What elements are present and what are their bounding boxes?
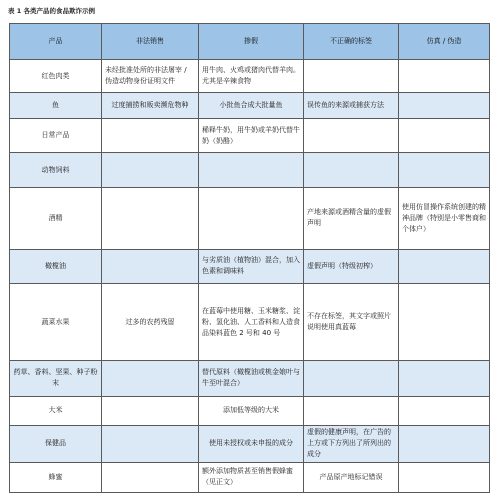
cell-illegal (102, 249, 199, 283)
cell-adulteration: 替代原料（橄榄油或桃金娘叶与牛至叶混合） (199, 361, 304, 396)
cell-mislabel (304, 118, 399, 152)
table-row (10, 396, 490, 425)
cell-adulteration: 使用未授权或未申报的成分 (199, 426, 304, 463)
cell-product: 鱼 (10, 93, 102, 118)
cell-mislabel: 产品原产地标记错误 (304, 462, 399, 493)
table-row (10, 426, 490, 463)
cell-mislabel (304, 396, 399, 425)
cell-product: 橄榄油 (10, 249, 102, 283)
cell-product: 红色肉类 (10, 60, 102, 93)
cell-illegal (102, 396, 199, 425)
cell-mislabel: 不存在标签，其文字或照片说明使用真蓝莓 (304, 284, 399, 361)
cell-illegal (102, 426, 199, 463)
cell-counterfeit (399, 361, 490, 396)
cell-mislabel (304, 60, 399, 93)
table-row (10, 93, 490, 118)
cell-adulteration: 在蓝莓中使用糖、玉米糖浆、淀粉、氢化油、人工香料和人造食品染料蓝色 2 号和 40 号 (199, 284, 304, 361)
cell-adulteration: 稀释牛奶，用牛奶或羊奶代替牛奶（奶酪） (199, 118, 304, 152)
cell-counterfeit: 使用仿冒操作系统创建的精神品牌（特别是小零售商和个体户） (399, 187, 490, 249)
cell-product: 保健品 (10, 426, 102, 463)
cell-counterfeit (399, 60, 490, 93)
table-row (10, 187, 490, 249)
cell-illegal: 未经批准处所的非法屠宰 / 伪造动物身份证明文件 (102, 60, 199, 93)
cell-adulteration: 额外添加物质甚至销售假蜂蜜（见正文） (199, 462, 304, 493)
cell-counterfeit (399, 284, 490, 361)
header-counterfeit: 仿真 / 伪造 (399, 24, 490, 60)
cell-illegal: 过度捕捞和贩卖濒危物种 (102, 93, 199, 118)
cell-counterfeit (399, 249, 490, 283)
table-caption: 表 1 各类产品的食品欺诈示例 (8, 7, 96, 15)
cell-counterfeit (399, 462, 490, 493)
table-row (10, 60, 490, 93)
cell-adulteration: 添加低等级的大米 (199, 396, 304, 425)
table-row (10, 118, 490, 152)
cell-mislabel: 产地来源或酒精含量的虚假声明 (304, 187, 399, 249)
cell-counterfeit (399, 426, 490, 463)
header-row (10, 24, 490, 60)
cell-adulteration: 小批鱼合成大批量鱼 (199, 93, 304, 118)
cell-product: 蜂蜜 (10, 462, 102, 493)
table-row (10, 462, 490, 493)
food-fraud-table (9, 23, 490, 493)
cell-adulteration (199, 187, 304, 249)
header-product: 产品 (10, 24, 102, 60)
cell-product: 日常产品 (10, 118, 102, 152)
cell-product: 大米 (10, 396, 102, 425)
cell-mislabel: 虚假的健康声明，在广告的上方或下方列出了所列出的成分 (304, 426, 399, 463)
cell-illegal: 过多的农药残留 (102, 284, 199, 361)
cell-illegal (102, 118, 199, 152)
cell-illegal (102, 462, 199, 493)
cell-product: 蔬菜水果 (10, 284, 102, 361)
header-mislabel: 不正确的标签 (304, 24, 399, 60)
cell-mislabel (304, 361, 399, 396)
cell-counterfeit (399, 118, 490, 152)
table-row (10, 361, 490, 396)
cell-counterfeit (399, 93, 490, 118)
cell-mislabel (304, 153, 399, 187)
table-row (10, 284, 490, 361)
cell-counterfeit (399, 396, 490, 425)
cell-mislabel: 虚假声明（特级初榨） (304, 249, 399, 283)
cell-adulteration (199, 153, 304, 187)
table-row (10, 153, 490, 187)
cell-product: 药草、香料、坚果、种子粉末 (10, 361, 102, 396)
cell-mislabel: 误传鱼的来源或捕获方法 (304, 93, 399, 118)
cell-adulteration: 与劣质油（植物油）混合，加入色素和调味料 (199, 249, 304, 283)
cell-product: 酒精 (10, 187, 102, 249)
cell-product: 动物饲料 (10, 153, 102, 187)
cell-illegal (102, 187, 199, 249)
header-adulteration: 掺假 (199, 24, 304, 60)
cell-adulteration: 用牛肉、火鸡或猪肉代替羊肉。尤其是辛辣食物 (199, 60, 304, 93)
cell-illegal (102, 361, 199, 396)
cell-counterfeit (399, 153, 490, 187)
cell-illegal (102, 153, 199, 187)
header-illegal-sale: 非法销售 (102, 24, 199, 60)
table-row (10, 249, 490, 283)
